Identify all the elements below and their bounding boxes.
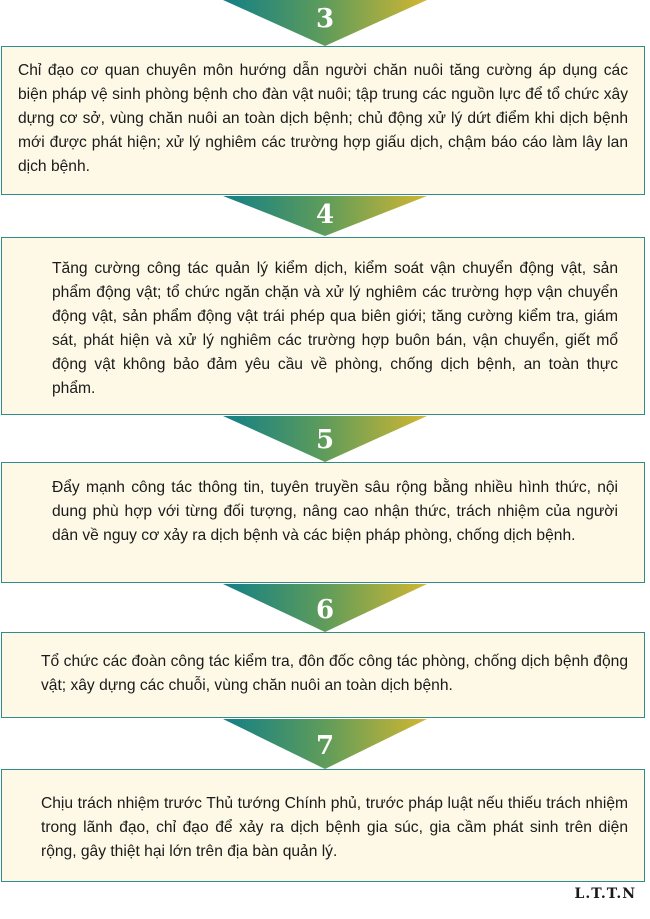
step-7-text: Chịu trách nhiệm trước Thủ tướng Chính phủ, trước pháp luật nếu thiếu trách nhiệm trong lãnh đạo, chỉ đạo để xảy ra dịch bệnh gia súc, gia cầm phát sinh trên diện rộng, gây thiệt hại lớn trên địa bàn quản lý. (41, 795, 628, 860)
step-6-number: 6 (315, 595, 335, 625)
step-7-arrow (223, 719, 427, 769)
step-6-box (1, 632, 645, 718)
step-5-arrow (223, 416, 427, 462)
step-3-text: Chỉ đạo cơ quan chuyên môn hướng dẫn người chăn nuôi tăng cường áp dụng các biện pháp vệ sinh phòng bệnh cho đàn vật nuôi; tập trung các nguồn lực để tổ chức xây dựng cơ sở, vùng chăn nuôi an toàn dịch bệnh; chủ động xử lý dứt điểm khi dịch bệnh mới được phát hiện; xử lý nghiêm các trường hợp giấu dịch, chậm báo cáo làm lây lan dịch bệnh. (18, 62, 628, 175)
step-7-box (1, 769, 645, 882)
step-6-arrow (223, 584, 427, 632)
step-5-box (1, 462, 645, 583)
step-6-text: Tổ chức các đoàn công tác kiểm tra, đôn đốc công tác phòng, chống dịch bệnh động vật; xây dựng các chuỗi, vùng chăn nuôi an toàn dịch bệnh. (41, 653, 628, 694)
step-5-number: 5 (315, 425, 335, 455)
step-3-box (1, 46, 645, 195)
step-4-text: Tăng cường công tác quản lý kiểm dịch, kiểm soát vận chuyển động vật, sản phẩm động vật; tổ chức ngăn chặn và xử lý nghiêm các trường hợp vận chuyển động vật, sản phẩm động vật trái phép qua biên giới; tăng cường kiểm tra, giám sát, phát hiện và xử lý nghiêm các trường hợp buôn bán, vận chuyển, giết mổ động vật không bảo đảm yêu cầu về phòng, chống dịch bệnh, an toàn thực phẩm. (52, 260, 618, 397)
author-signature: L.T.T.N (574, 886, 636, 902)
step-4-number: 4 (315, 200, 335, 230)
step-5-text: Đẩy mạnh công tác thông tin, tuyên truyền sâu rộng bằng nhiều hình thức, nội dung phù hợp với từng đối tượng, nâng cao nhận thức, trách nhiệm của người dân về nguy cơ xảy ra dịch bệnh và các biện pháp phòng, chống dịch bệnh. (52, 479, 618, 544)
step-4-box (1, 237, 645, 415)
step-3-number: 3 (315, 4, 335, 34)
step-7-number: 7 (315, 731, 335, 761)
step-4-arrow (223, 196, 427, 236)
step-3-arrow (223, 0, 427, 46)
